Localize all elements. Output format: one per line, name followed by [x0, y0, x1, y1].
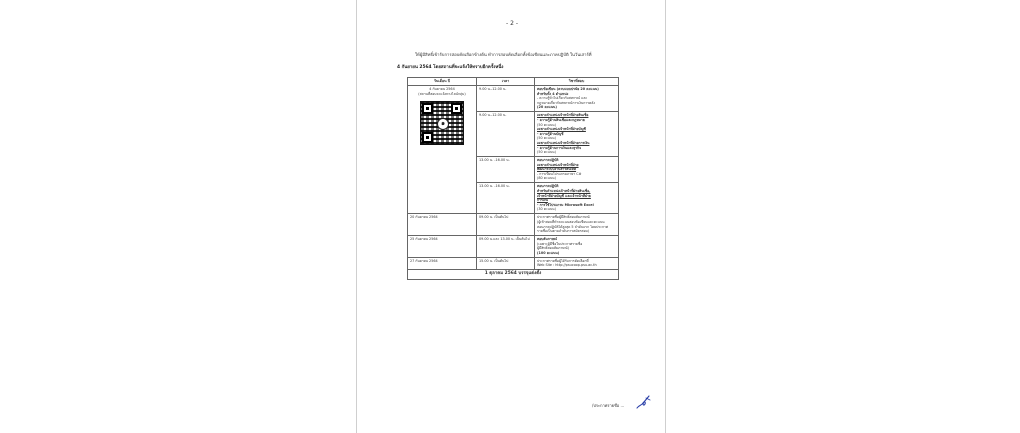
subject-cell	[535, 112, 619, 157]
subject-line: (เฉพาะผู้มีชื่อในประกาศรายชื่อ	[537, 241, 583, 246]
subject-line: (50 คะแนน)	[537, 136, 556, 141]
date-cell	[408, 85, 477, 213]
subject-line: เจ้าหน้าที่ฝ่ายบัญชี และเจ้าหน้าที่ฝ่าย	[537, 193, 591, 198]
page-number: - 2 -	[506, 20, 518, 27]
subject-line: (50 คะแนน)	[537, 122, 556, 127]
subject-line: - ความรู้ด้านการเงินและธุรกิจ	[537, 145, 582, 150]
time-cell: 09.00 น. เป็นต้นไป	[477, 214, 535, 236]
intro-paragraph-line1: ให้ผู้มีสิทธิ์เข้ารับการสอบคัดเลือกข้างต้น ทำการสอบคัดเลือกทั้งข้อเขียนและภาคปฏิบัติ ในวันเสาร์ที่	[415, 52, 592, 57]
subject-line: สอบภาคปฏิบัติ	[537, 158, 559, 163]
exam-schedule-table	[407, 77, 619, 280]
subject-cell	[535, 235, 619, 257]
subject-line: (ผู้เข้าสอบที่ทำคะแนนสอบข้อเขียนและคะแนน	[537, 219, 605, 224]
subject-line: สอบภาคปฏิบัติ	[537, 184, 559, 189]
subject-cell	[535, 156, 619, 182]
subject-line: เฉพาะตำแหน่งเจ้าหน้าที่ฝ่ายสินเชื่อ	[537, 113, 589, 118]
header-date: วันเดือน ปี	[408, 78, 477, 86]
subject-line: (20 คะแนน)	[537, 105, 557, 110]
header-time: เวลา	[477, 78, 535, 86]
document-page	[356, 0, 666, 433]
time-cell: 9.00 น.-12.00 น.	[477, 85, 535, 111]
table-row	[408, 214, 619, 236]
header-subject: วิชาที่สอบ	[535, 78, 619, 86]
table-row	[408, 257, 619, 270]
date-cell: 20 กันยายน 2564	[408, 214, 477, 236]
subject-line: (30 คะแนน)	[537, 207, 556, 212]
qr-logo-icon: ๑	[437, 118, 449, 130]
qr-finder-pattern	[422, 103, 433, 114]
subject-line: พัฒนาระบบงานสารสนเทศ	[537, 167, 577, 172]
subject-line: - การใช้โปรแกรม Microsoft Excel	[537, 202, 594, 207]
subject-line: เฉพาะตำแหน่งเจ้าหน้าที่ฝ่าย	[537, 162, 579, 167]
date-text: 4 กันยายน 2564	[429, 87, 455, 92]
subject-line: การเงิน	[537, 198, 548, 203]
qr-finder-pattern	[451, 103, 462, 114]
subject-line: Web Site : http://psucoop.psu.ac.th	[537, 263, 597, 268]
subject-cell	[535, 85, 619, 111]
subject-line: สอบข้อเขียน (ควบแบบปรนัย 20 คะแนน)	[537, 87, 599, 92]
subject-line: - ความรู้ทั่วไปเกี่ยวกับสหกรณ์ และ	[537, 96, 588, 101]
qr-code-image	[420, 101, 464, 145]
subject-line: เฉพาะตำแหน่งเจ้าหน้าที่ฝ่ายการเงิน	[537, 140, 590, 145]
subject-line: สอบภาคปฏิบัติได้สูงสุด 5 ลำดับแรก โดยประกาศ	[537, 224, 609, 229]
date-note: (สถานที่สอบจะแจ้งทางไลน์กลุ่ม)	[418, 91, 466, 96]
subject-line: (50 คะแนน)	[537, 150, 556, 155]
subject-line: ประกาศรายชื่อผู้มีสิทธิ์สอบสัมภาษณ์	[537, 215, 590, 220]
table-row	[408, 235, 619, 257]
subject-line: (80 คะแนน)	[537, 176, 556, 181]
table-footer-row	[408, 270, 619, 279]
table-header-row	[408, 78, 619, 86]
subject-line: ประกาศรายชื่อผู้ได้รับการคัดเลือกที่	[537, 258, 589, 263]
continued-text: /ประกาศรายชื่อ ...	[592, 403, 625, 408]
appointment-date: 1 ตุลาคม 2564 บรรจุแต่งตั้ง	[408, 270, 619, 279]
subject-line: - ความรู้ด้านสินเชื่อและกฎหมาย	[537, 117, 585, 122]
qr-finder-pattern	[422, 132, 433, 143]
subject-line: กฎหมายเกี่ยวกับสหกรณ์การเงินการคลัง	[537, 100, 596, 105]
subject-line: - การเขียนโปรแกรมภาษา C#	[537, 171, 582, 176]
subject-line: (100 คะแนน)	[537, 250, 560, 255]
subject-line: สำหรับทั้ง 4 ตำแหน่ง	[537, 91, 569, 96]
date-cell: 25 กันยายน 2564	[408, 235, 477, 257]
time-cell: 9.00 น.-12.00 น.	[477, 112, 535, 157]
subject-cell	[535, 183, 619, 214]
subject-line: ผู้มีสิทธิ์สอบสัมภาษณ์)	[537, 246, 570, 251]
intro-paragraph-line2: 4 กันยายน 2564 โดยสถานที่จะแจ้งให้ทราบอีกครั้งหนึ่ง	[397, 65, 504, 70]
subject-line: - ความรู้ด้านบัญชี	[537, 131, 564, 136]
time-cell: 15.00 น. เป็นต้นไป	[477, 257, 535, 270]
subject-cell	[535, 257, 619, 270]
signature-mark	[634, 393, 652, 411]
subject-line: เฉพาะตำแหน่งเจ้าหน้าที่ฝ่ายบัญชี	[537, 127, 586, 132]
time-cell: 09.00 น.และ 13.00 น. เป็นต้นไป	[477, 235, 535, 257]
time-cell: 13.00 น. -16.00 น.	[477, 183, 535, 214]
subject-line: สำหรับตำแหน่งเจ้าหน้าที่ฝ่ายสินเชื่อ,	[537, 189, 591, 194]
subject-line: รายชื่อเป็นตามลำดับการสมัครสอบ)	[537, 229, 590, 234]
date-cell: 27 กันยายน 2564	[408, 257, 477, 270]
time-cell: 13.00 น. -16.00 น.	[477, 156, 535, 182]
subject-line: สอบสัมภาษณ์	[537, 237, 558, 242]
subject-cell	[535, 214, 619, 236]
table-row	[408, 85, 619, 111]
